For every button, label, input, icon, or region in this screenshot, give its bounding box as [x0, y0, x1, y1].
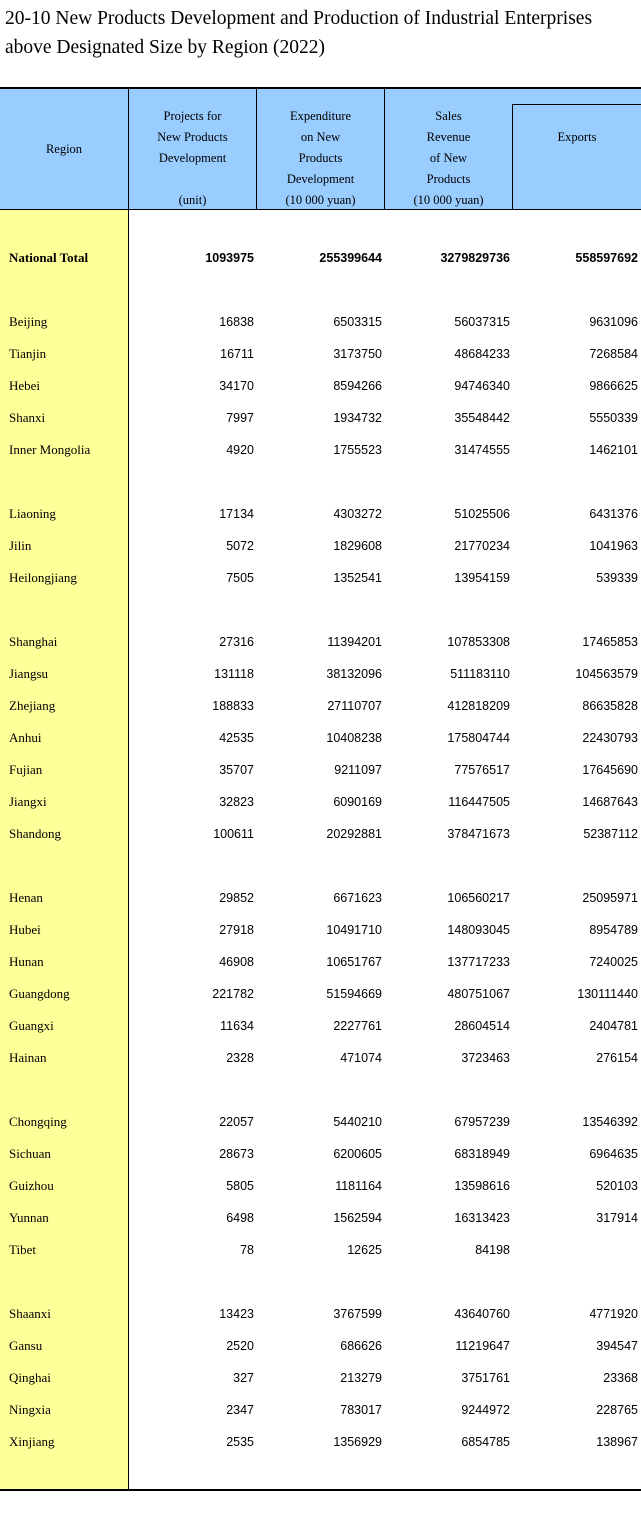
sales-value: 378471673 [447, 827, 510, 841]
header-expenditure [257, 106, 384, 190]
sales-value: 56037315 [454, 315, 510, 329]
title-line-2: above Designated Size by Region (2022) [5, 37, 326, 58]
expenditure-value: 1356929 [333, 1435, 382, 1449]
projects-value: 5805 [226, 1179, 254, 1193]
exports-value: 17645690 [582, 763, 638, 777]
region-name: Heilongjiang [9, 570, 77, 585]
table-row-total [0, 248, 641, 268]
expenditure-value: 6200605 [333, 1147, 382, 1161]
region-name: Tianjin [9, 346, 47, 361]
table-row [0, 664, 641, 684]
table-row [0, 728, 641, 748]
expenditure-value: 1352541 [333, 571, 382, 585]
expenditure-value: 783017 [340, 1403, 382, 1417]
table-row [0, 888, 641, 908]
exports-value: 276154 [596, 1051, 638, 1065]
region-name: Guizhou [9, 1178, 54, 1193]
expenditure-value: 5440210 [333, 1115, 382, 1129]
exports-value: 520103 [596, 1179, 638, 1193]
exports-value: 13546392 [582, 1115, 638, 1129]
exports-value: 5550339 [589, 411, 638, 425]
sales-value: 13954159 [454, 571, 510, 585]
region-name: Guangdong [9, 986, 70, 1001]
sales-value: 94746340 [454, 379, 510, 393]
region-name: Guangxi [9, 1018, 54, 1033]
expenditure-value: 8594266 [333, 379, 382, 393]
region-name: Hainan [9, 1050, 47, 1065]
sales-value: 84198 [475, 1243, 510, 1257]
stub-column-background [0, 210, 128, 1489]
header-sales-unit: (10 000 yuan) [413, 193, 484, 207]
projects-value: 188833 [212, 699, 254, 713]
sales-value: 13598616 [454, 1179, 510, 1193]
projects-value: 27316 [219, 635, 254, 649]
region-name: Zhejiang [9, 698, 56, 713]
projects-value: 2328 [226, 1051, 254, 1065]
header-expenditure-unit: (10 000 yuan) [285, 193, 356, 207]
exports-value: 317914 [596, 1211, 638, 1225]
exports-value: 9866625 [589, 379, 638, 393]
expenditure-value: 38132096 [326, 667, 382, 681]
projects-value: 6498 [226, 1211, 254, 1225]
table-row [0, 1304, 641, 1324]
region-name: Ningxia [9, 1402, 51, 1417]
region-name: Hebei [9, 378, 41, 393]
table-row [0, 1400, 641, 1420]
projects-value: 7997 [226, 411, 254, 425]
header-sales-line: Sales [435, 109, 462, 123]
region-name: Tibet [9, 1242, 36, 1257]
table-row [0, 920, 641, 940]
projects-value: 100611 [213, 827, 254, 841]
sales-value: 77576517 [454, 763, 510, 777]
region-name: Sichuan [9, 1146, 51, 1161]
expenditure-value: 12625 [347, 1243, 382, 1257]
header-projects-unit: (unit) [178, 193, 207, 207]
exports-value: 23368 [603, 1371, 638, 1385]
projects-value: 17134 [219, 507, 254, 521]
table-row [0, 792, 641, 812]
column-divider-1 [128, 89, 129, 1489]
sales-value: 106560217 [447, 891, 510, 905]
exports-value: 52387112 [583, 827, 638, 841]
region-name: Jiangsu [9, 666, 48, 681]
table-row [0, 984, 641, 1004]
table-row [0, 344, 641, 364]
region-name: Liaoning [9, 506, 56, 521]
projects-value: 42535 [219, 731, 254, 745]
expenditure-value: 9211097 [334, 763, 382, 777]
projects-value: 13423 [219, 1307, 254, 1321]
sales-value: 67957239 [454, 1115, 510, 1129]
table-row [0, 760, 641, 780]
table-row [0, 1112, 641, 1132]
exports-value: 25095971 [582, 891, 638, 905]
table-row [0, 376, 641, 396]
expenditure-value: 3767599 [333, 1307, 382, 1321]
table-title [5, 4, 641, 62]
region-name: Hubei [9, 922, 41, 937]
header-sales-line: Products [426, 172, 471, 186]
sales-value: 48684233 [454, 347, 510, 361]
table-row [0, 824, 641, 844]
bottom-rule [0, 1489, 641, 1491]
header-projects-line: Development [158, 151, 227, 165]
sales-value: 511183110 [450, 667, 510, 681]
projects-value: 27918 [219, 923, 254, 937]
exports-value: 7240025 [589, 955, 638, 969]
sales-value: 3723463 [461, 1051, 510, 1065]
region-name: Jilin [9, 538, 32, 553]
table-row [0, 1048, 641, 1068]
region-name: Beijing [9, 314, 48, 329]
projects-value: 16711 [220, 347, 254, 361]
expenditure-value: 6671623 [333, 891, 382, 905]
table-row [0, 1144, 641, 1164]
expenditure-value: 6503315 [333, 315, 382, 329]
projects-value: 131118 [214, 667, 254, 681]
expenditure-value: 686626 [340, 1339, 382, 1353]
projects-value: 22057 [219, 1115, 254, 1129]
sales-value: 3279829736 [440, 251, 510, 265]
table-row [0, 1016, 641, 1036]
header-sales-line: of New [429, 151, 468, 165]
projects-value: 2347 [226, 1403, 254, 1417]
sales-value: 107853308 [447, 635, 510, 649]
projects-value: 34170 [219, 379, 254, 393]
projects-value: 4920 [226, 443, 254, 457]
table-row [0, 312, 641, 332]
sales-value: 43640760 [454, 1307, 510, 1321]
expenditure-value: 3173750 [333, 347, 382, 361]
sales-value: 35548442 [454, 411, 510, 425]
sales-value: 148093045 [447, 923, 510, 937]
region-name: Shaanxi [9, 1306, 51, 1321]
header-sales [385, 106, 512, 190]
expenditure-value: 51594669 [326, 987, 382, 1001]
sales-value: 16313423 [454, 1211, 510, 1225]
region-name: National Total [9, 250, 89, 265]
header-exports-label: Exports [557, 130, 597, 144]
expenditure-value: 255399644 [319, 251, 382, 265]
region-name: Hunan [9, 954, 44, 969]
region-name: Henan [9, 890, 43, 905]
table-row [0, 696, 641, 716]
sales-value: 3751761 [461, 1371, 510, 1385]
expenditure-value: 213279 [340, 1371, 382, 1385]
projects-value: 28673 [219, 1147, 254, 1161]
table-row [0, 1368, 641, 1388]
sales-value: 11219647 [455, 1339, 510, 1353]
exports-value: 4771920 [589, 1307, 638, 1321]
exports-value: 22430793 [582, 731, 638, 745]
sales-value: 116447505 [448, 795, 510, 809]
projects-value: 2535 [226, 1435, 254, 1449]
table-row [0, 504, 641, 524]
exports-value: 86635828 [582, 699, 638, 713]
region-name: Shanxi [9, 410, 46, 425]
title-line-1: 20-10 New Products Development and Production of Industrial Enterprises [5, 8, 593, 29]
expenditure-value: 1934732 [333, 411, 382, 425]
exports-value: 8954789 [589, 923, 638, 937]
expenditure-value: 1829608 [333, 539, 382, 553]
sales-value: 31474555 [454, 443, 510, 457]
exports-value: 1462101 [589, 443, 638, 457]
header-projects-line: New Products [157, 130, 228, 144]
exports-value: 9631096 [589, 315, 638, 329]
region-name: Jiangxi [9, 794, 47, 809]
header-exports [513, 127, 641, 148]
expenditure-value: 10651767 [326, 955, 382, 969]
exports-value: 6964635 [589, 1147, 638, 1161]
expenditure-value: 6090169 [333, 795, 382, 809]
expenditure-value: 2227761 [333, 1019, 382, 1033]
table-row [0, 1208, 641, 1228]
expenditure-value: 20292881 [326, 827, 382, 841]
region-name: Shandong [9, 826, 61, 841]
projects-value: 221782 [212, 987, 254, 1001]
expenditure-value: 4303272 [333, 507, 382, 521]
sales-value: 28604514 [454, 1019, 510, 1033]
header-expenditure-line: Development [286, 172, 355, 186]
sales-value: 68318949 [454, 1147, 510, 1161]
sales-value: 9244972 [461, 1403, 510, 1417]
projects-value: 11634 [220, 1019, 254, 1033]
header-projects-line: Projects for [163, 109, 222, 123]
exports-value: 394547 [596, 1339, 638, 1353]
expenditure-value: 11394201 [327, 635, 382, 649]
header-projects [129, 106, 256, 169]
expenditure-value: 27110707 [327, 699, 382, 713]
sales-value: 6854785 [461, 1435, 510, 1449]
sales-value: 137717233 [447, 955, 510, 969]
region-name: Anhui [9, 730, 42, 745]
exports-value: 7268584 [589, 347, 638, 361]
sales-value: 175804744 [447, 731, 510, 745]
expenditure-value: 10491710 [326, 923, 382, 937]
region-name: Qinghai [9, 1370, 51, 1385]
exports-value: 228765 [596, 1403, 638, 1417]
expenditure-value: 1181164 [335, 1179, 382, 1193]
table-row [0, 632, 641, 652]
table-row [0, 440, 641, 460]
projects-value: 78 [240, 1243, 254, 1257]
projects-value: 32823 [219, 795, 254, 809]
column-divider-4 [512, 104, 513, 210]
region-name: Inner Mongolia [9, 442, 91, 457]
expenditure-value: 471074 [340, 1051, 382, 1065]
header-region [0, 139, 128, 160]
table-row [0, 952, 641, 972]
projects-value: 29852 [219, 891, 254, 905]
exports-value: 558597692 [575, 251, 638, 265]
sales-value: 51025506 [454, 507, 510, 521]
exports-value: 2404781 [589, 1019, 638, 1033]
region-name: Chongqing [9, 1114, 67, 1129]
table-row [0, 1432, 641, 1452]
header-expenditure-line: Expenditure [289, 109, 352, 123]
exports-value: 1041963 [589, 539, 638, 553]
projects-value: 5072 [226, 539, 254, 553]
exports-header-line [513, 104, 641, 105]
region-name: Gansu [9, 1338, 43, 1353]
region-name: Xinjiang [9, 1434, 55, 1449]
table-row [0, 568, 641, 588]
table-row [0, 536, 641, 556]
expenditure-value: 1562594 [333, 1211, 382, 1225]
header-divider [0, 209, 641, 210]
header-sales-line: Revenue [426, 130, 471, 144]
region-name: Shanghai [9, 634, 58, 649]
projects-value: 1093975 [205, 251, 254, 265]
header-expenditure-line: on New [300, 130, 341, 144]
exports-value: 17465853 [582, 635, 638, 649]
exports-value: 130111440 [577, 987, 638, 1001]
sales-value: 21770234 [454, 539, 510, 553]
header-region-label: Region [45, 142, 83, 156]
exports-value: 138967 [596, 1435, 638, 1449]
projects-value: 35707 [219, 763, 254, 777]
header-expenditure-line: Products [298, 151, 343, 165]
expenditure-value: 1755523 [333, 443, 382, 457]
region-name: Fujian [9, 762, 43, 777]
table-row [0, 1336, 641, 1356]
exports-value: 14687643 [582, 795, 638, 809]
projects-value: 7505 [226, 571, 254, 585]
sales-value: 480751067 [447, 987, 510, 1001]
projects-value: 2520 [226, 1339, 254, 1353]
expenditure-value: 10408238 [326, 731, 382, 745]
table-row [0, 408, 641, 428]
table-row [0, 1176, 641, 1196]
table-row [0, 1240, 641, 1260]
sales-value: 412818209 [447, 699, 510, 713]
region-name: Yunnan [9, 1210, 49, 1225]
projects-value: 46908 [219, 955, 254, 969]
projects-value: 327 [233, 1371, 254, 1385]
exports-value: 104563579 [575, 667, 638, 681]
exports-value: 539339 [596, 571, 638, 585]
projects-value: 16838 [219, 315, 254, 329]
exports-value: 6431376 [589, 507, 638, 521]
